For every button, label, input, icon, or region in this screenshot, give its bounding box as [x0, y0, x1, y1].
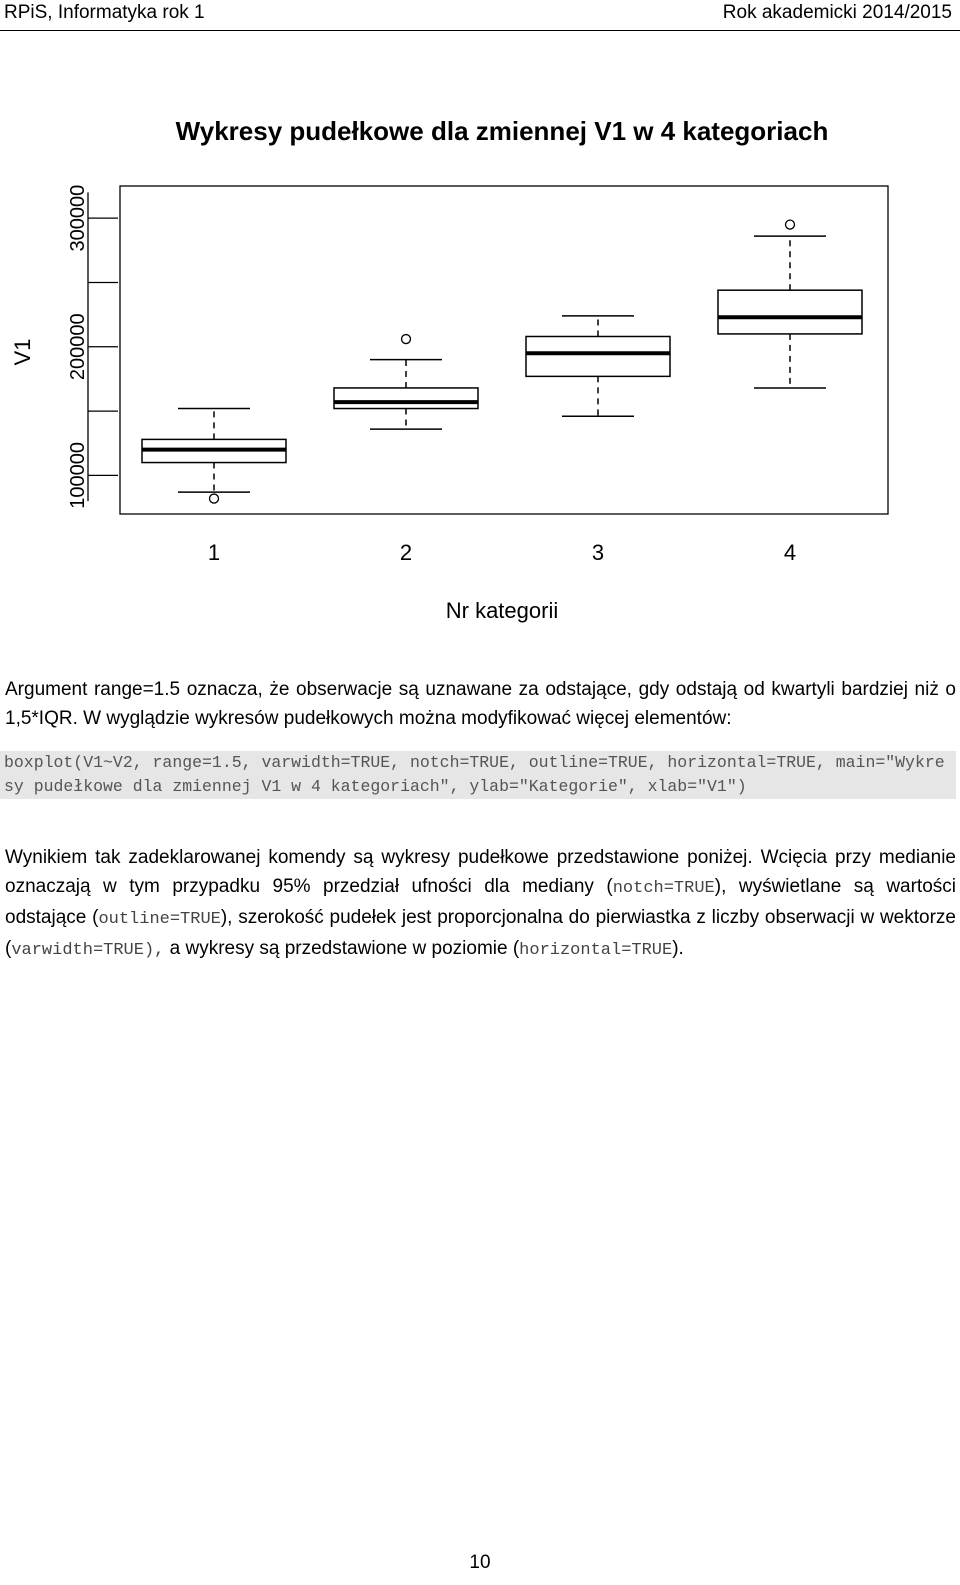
x-tick-label: 3: [591, 540, 605, 565]
paragraph-explanation: [5, 843, 956, 965]
code-varwidth: varwidth=TRUE),: [11, 941, 165, 960]
x-axis-label: Nr kategorii: [445, 598, 559, 623]
page-number: 10: [469, 1552, 491, 1573]
box-iqr: [718, 290, 862, 334]
outlier-point: [786, 220, 795, 229]
paragraph-range: Argument range=1.5 oznacza, że obserwacje są uznawane za odstające, gdy odstają od kwartyli bardziej niż o 1,5*IQR. W wyglądzie wykresów pudełkowych można modyfikować więcej elementów:: [5, 679, 956, 729]
text-part: ), szerokość pudełek jest proporcjonalna do pierwiastka z liczby obserwacji w wektorze (: [5, 907, 956, 959]
outlier-point: [210, 494, 219, 503]
plot-frame: [120, 186, 888, 514]
y-axis-label: V1: [10, 338, 35, 366]
y-tick-label: 100000: [67, 442, 89, 509]
y-tick-label: 300000: [67, 184, 89, 252]
text-part: Wynikiem tak zadeklarowanej komendy są wykresy pudełkowe przedstawione poniżej. Wcięcia przy medianie oznaczają w tym przypadku 95% przedział ufności dla mediany (: [5, 847, 956, 897]
header-year: Rok akademicki 2014/2015: [722, 2, 952, 23]
code-notch: notch=TRUE: [612, 879, 715, 898]
outlier-point: [402, 335, 411, 344]
boxplot-chart: [0, 96, 960, 636]
box-iqr: [334, 388, 478, 409]
code-block: boxplot(V1~V2, range=1.5, varwidth=TRUE, notch=TRUE, outline=TRUE, horizontal=TRUE, main="Wykresy pudełkowe dla zmiennej V1 w 4 kategoriach", ylab="Kategorie", xlab="V1"): [0, 751, 956, 799]
chart-title: Wykresy pudełkowe dla zmiennej V1 w 4 kategoriach: [175, 116, 829, 146]
text-part: ).: [672, 938, 684, 959]
y-tick-label: 200000: [67, 313, 89, 381]
x-tick-label: 2: [399, 540, 413, 565]
x-tick-label: 1: [207, 540, 221, 565]
code-outline: outline=TRUE: [98, 910, 221, 929]
box-iqr: [526, 336, 670, 376]
text-part: a wykresy są przedstawione w poziomie (: [164, 938, 520, 959]
text-part: ), wyświetlane są wartości odstające (: [5, 876, 957, 928]
page-header: [0, 0, 960, 31]
code-horizontal: horizontal=TRUE: [519, 941, 673, 960]
header-course: RPiS, Informatyka rok 1: [4, 2, 205, 23]
x-tick-label: 4: [783, 540, 797, 565]
